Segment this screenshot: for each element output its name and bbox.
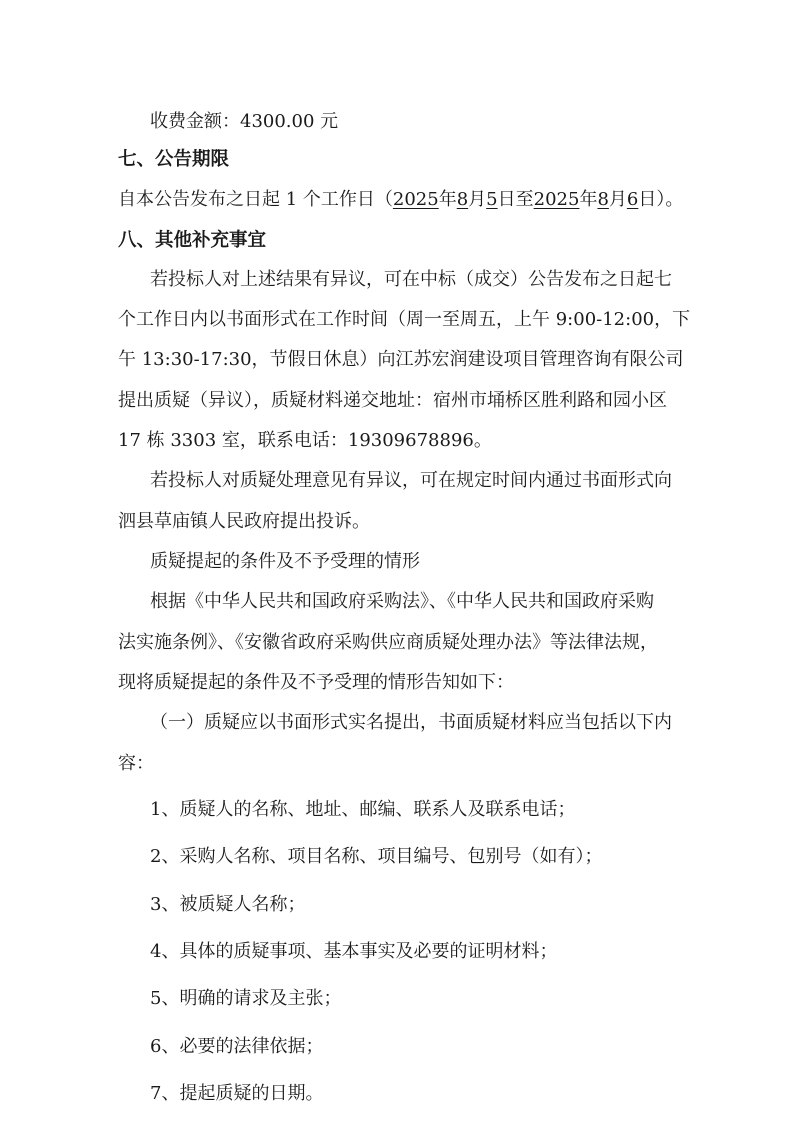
start-month: 8 — [456, 189, 469, 210]
section-8-title: 八、其他补充事宜 — [118, 230, 267, 251]
conditions-heading: 质疑提起的条件及不予受理的情形 — [150, 551, 420, 572]
objection-line-2: 个工作日内以书面形式在工作时间（周一至周五，上午 9:00-12:00，下 — [118, 309, 691, 330]
year-char-2: 年 — [579, 189, 598, 210]
end-year: 2025 — [533, 189, 580, 210]
month-char-1: 月 — [468, 189, 487, 210]
month-char-2: 月 — [608, 189, 627, 210]
objection-line-1: 若投标人对上述结果有异议，可在中标（成交）公告发布之日起七 — [150, 269, 672, 290]
list-item: 2、采购人名称、项目名称、项目编号、包别号（如有）； — [150, 846, 603, 867]
complaint-line-2: 泗县草庙镇人民政府提出投诉。 — [118, 511, 370, 532]
year-char-1: 年 — [438, 189, 457, 210]
list-item: 7、提起质疑的日期。 — [150, 1083, 324, 1104]
list-item: 5、明确的请求及主张； — [150, 988, 342, 1009]
requirement-1-line-2: 容： — [118, 753, 154, 774]
fee-amount: 收费金额：4300.00 元 — [150, 111, 339, 132]
requirement-1-line-1: （一）质疑应以书面形式实名提出，书面质疑材料应当包括以下内 — [150, 712, 672, 733]
complaint-line-1: 若投标人对质疑处理意见有异议，可在规定时间内通过书面形式向 — [150, 470, 672, 491]
objection-line-3: 午 13:30-17:30，节假日休息）向江苏宏润建设项目管理咨询有限公司 — [118, 349, 684, 370]
list-item: 6、必要的法律依据； — [150, 1036, 324, 1057]
period-prefix: 自本公告发布之日起 1 个工作日（ — [118, 189, 393, 210]
start-day: 5 — [486, 189, 498, 210]
legal-basis-line-1: 根据《中华人民共和国政府采购法》、《中华人民共和国政府采购 — [150, 591, 654, 612]
day-to-char: 日至 — [497, 189, 534, 210]
notice-period-text — [118, 188, 718, 212]
objection-line-4: 提出质疑（异议），质疑材料递交地址：宿州市埇桥区胜利路和园小区 — [118, 390, 667, 411]
list-item: 4、具体的质疑事项、基本事实及必要的证明材料； — [150, 941, 558, 962]
objection-line-5: 17 栋 3303 室，联系电话：19309678896。 — [118, 430, 492, 451]
end-month: 8 — [597, 189, 609, 210]
end-day: 6 — [626, 189, 639, 210]
period-suffix: 日）。 — [638, 189, 684, 210]
list-item: 1、质疑人的名称、地址、邮编、联系人及联系电话； — [150, 799, 576, 820]
section-7-title: 七、公告期限 — [118, 149, 230, 170]
legal-basis-line-3: 现将质疑提起的条件及不予受理的情形告知如下： — [118, 672, 514, 693]
start-year: 2025 — [392, 189, 439, 210]
legal-basis-line-2: 法实施条例》、《安徽省政府采购供应商质疑处理办法》等法律法规， — [118, 632, 658, 653]
list-item: 3、被质疑人名称； — [150, 894, 306, 915]
